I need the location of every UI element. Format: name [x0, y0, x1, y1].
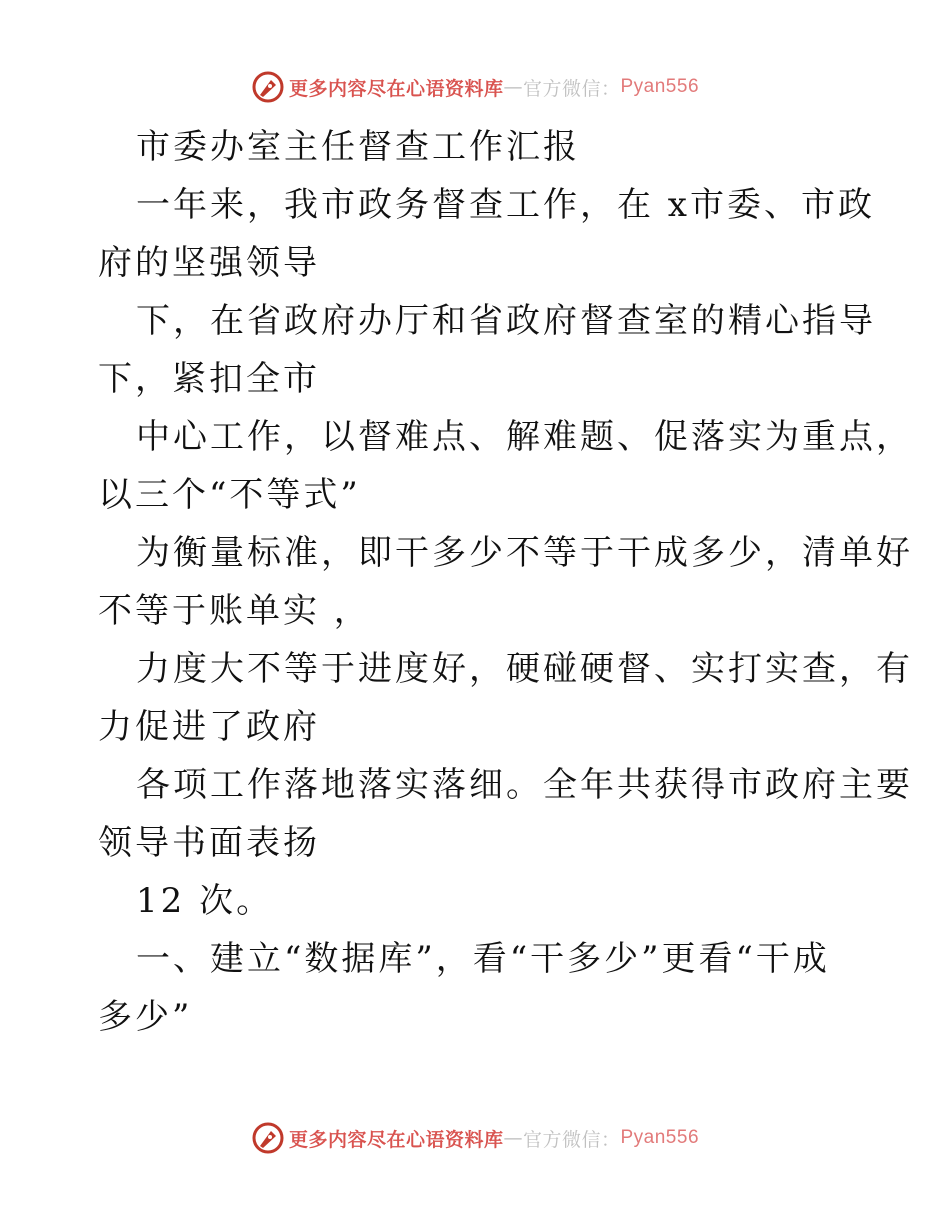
watermark-main-text: 更多内容尽在心语资料库: [288, 77, 504, 100]
paragraph-line: 领导书面表扬: [98, 823, 320, 863]
paragraph-line: 中心工作，以督难点、解难题、促落实为重点，: [136, 417, 913, 457]
paragraph-line: 府的坚强领导: [98, 243, 320, 283]
pen-nib-logo-icon: [251, 1121, 285, 1155]
watermark-sub-text: 官方微信：: [522, 1128, 621, 1151]
paragraph-line: 为衡量标准，即干多少不等于干成多少，清单好: [136, 533, 913, 573]
paragraph-line: 各项工作落地落实落细。全年共获得市政府主要: [136, 765, 913, 805]
section-heading-cont: 多少”: [98, 997, 193, 1037]
paragraph-line: 下，在省政府办厅和省政府督查室的精心指导: [136, 301, 876, 341]
paragraph-line: 以三个“不等式”: [98, 475, 361, 515]
document-body: [98, 118, 913, 1046]
watermark-main-text: 更多内容尽在心语资料库: [288, 1128, 504, 1151]
document-title: 市委办室主任督查工作汇报: [136, 127, 580, 167]
pen-nib-logo-icon: [251, 70, 285, 104]
paragraph-line: 一年来，我市政务督查工作，在 x市委、市政: [136, 185, 875, 225]
watermark-wechat-id: Pyan556: [620, 76, 700, 97]
paragraph-line: 12 次。: [136, 881, 274, 921]
watermark-wechat-id: Pyan556: [620, 1127, 700, 1148]
paragraph-line: 力度大不等于进度好，硬碰硬督、实打实查，有: [136, 649, 913, 689]
paragraph-line: 下，紧扣全市: [98, 359, 320, 399]
watermark-sub-text: 官方微信：: [522, 77, 621, 100]
header-watermark: [0, 70, 950, 104]
section-heading: 一、建立“数据库”，看“干多少”更看“干成: [136, 939, 830, 979]
footer-watermark: [0, 1121, 950, 1155]
paragraph-line: 不等于账单实 ，: [98, 591, 371, 631]
watermark-separator: —: [503, 76, 523, 98]
watermark-separator: —: [503, 1127, 523, 1149]
paragraph-line: 力促进了政府: [98, 707, 320, 747]
